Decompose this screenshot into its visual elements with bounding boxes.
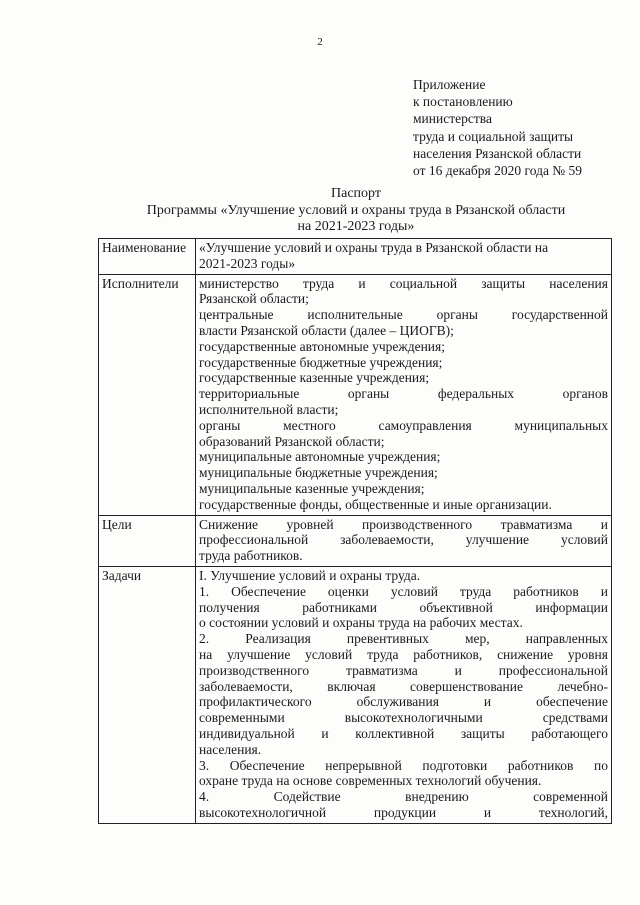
table-row — [99, 515, 612, 566]
cell-line: получения работниками объективной информации — [199, 599, 608, 615]
cell-line: исполнительной власти; — [199, 401, 339, 417]
appendix-line: к постановлению — [413, 94, 513, 110]
appendix-line: Приложение — [413, 77, 486, 92]
cell-line: муниципальные казенные учреждения; — [199, 480, 425, 496]
title-line: Паспорт — [331, 186, 381, 201]
cell-line: министерство труда и социальной защиты населения — [199, 275, 608, 291]
cell-line: муниципальные бюджетные учреждения; — [199, 465, 438, 481]
cell-line: образований Рязанской области; — [199, 433, 385, 449]
row-label: Цели — [99, 515, 196, 566]
cell-line: индивидуальной и коллективной защиты работающего — [199, 725, 608, 741]
cell-line: I. Улучшение условий и охраны труда. — [199, 567, 421, 583]
cell-line: населения. — [199, 741, 262, 757]
cell-line: центральные исполнительные органы государственной — [199, 307, 608, 323]
appendix-line: министерства — [413, 111, 492, 127]
cell-line: высокотехнологичной продукции и технологий, — [199, 804, 608, 820]
table-row — [99, 566, 612, 823]
row-label: Исполнители — [99, 274, 196, 515]
row-content — [196, 274, 612, 515]
title-line: Программы «Улучшение условий и охраны труда в Рязанской области — [146, 202, 566, 218]
cell-line: 3. Обеспечение непрерывной подготовки работников по — [199, 757, 608, 773]
table-row — [99, 274, 612, 515]
cell-line: государственные фонды, общественные и иные организации. — [199, 496, 552, 512]
cell-line: Рязанской области; — [199, 291, 309, 307]
cell-line: охране труда на основе современных технологий обучения. — [199, 773, 542, 789]
cell-line: 4. Содействие внедрению современной — [199, 789, 608, 805]
cell-line: 1. Обеспечение оценки условий труда работников и — [199, 583, 608, 599]
cell-line: территориальные органы федеральных органов — [199, 386, 608, 402]
cell-line: на улучшение условий труда работников, снижение уровня — [199, 646, 608, 662]
appendix-line: от 16 декабря 2020 года № 59 — [413, 163, 583, 179]
cell-line: заболеваемости, включая совершенствование лечебно- — [199, 678, 608, 694]
appendix-line: населения Рязанской области — [413, 145, 582, 161]
row-label: Задачи — [99, 566, 196, 823]
cell-line: власти Рязанской области (далее – ЦИОГВ); — [199, 322, 454, 338]
cell-line: профессиональной заболеваемости, улучшение условий — [199, 532, 608, 548]
cell-line: 2. Реализация превентивных мер, направленных — [199, 631, 608, 647]
cell-line: государственные казенные учреждения; — [199, 370, 430, 386]
cell-line: «Улучшение условий и охраны труда в Рязанской области на — [199, 240, 549, 255]
page-number: 2 — [317, 36, 323, 48]
row-label: Наименование — [99, 239, 196, 275]
appendix-line: труда и социальной защиты — [413, 128, 574, 144]
cell-line: профилактического обслуживания и обеспечение — [199, 694, 608, 710]
table-row — [99, 239, 612, 275]
cell-line: производственного травматизма и профессиональной — [199, 662, 608, 678]
cell-line: Снижение уровней производственного травматизма и — [199, 516, 608, 532]
appendix-header — [413, 76, 582, 179]
row-content — [196, 566, 612, 823]
row-content — [196, 239, 612, 275]
passport-title — [100, 186, 612, 236]
title-line: на 2021-2023 годы» — [297, 219, 415, 234]
cell-line: о состоянии условий и охраны труда на рабочих местах. — [199, 615, 523, 631]
cell-line: государственные автономные учреждения; — [199, 338, 445, 354]
cell-line: государственные бюджетные учреждения; — [199, 354, 443, 370]
cell-line: 2021-2023 годы» — [199, 255, 296, 271]
cell-line: труда работников. — [199, 548, 303, 564]
cell-line: органы местного самоуправления муниципальных — [199, 417, 608, 433]
row-content — [196, 515, 612, 566]
cell-line: современными высокотехнологичными средствами — [199, 710, 608, 726]
cell-line: муниципальные автономные учреждения; — [199, 449, 441, 465]
passport-table — [98, 238, 612, 824]
